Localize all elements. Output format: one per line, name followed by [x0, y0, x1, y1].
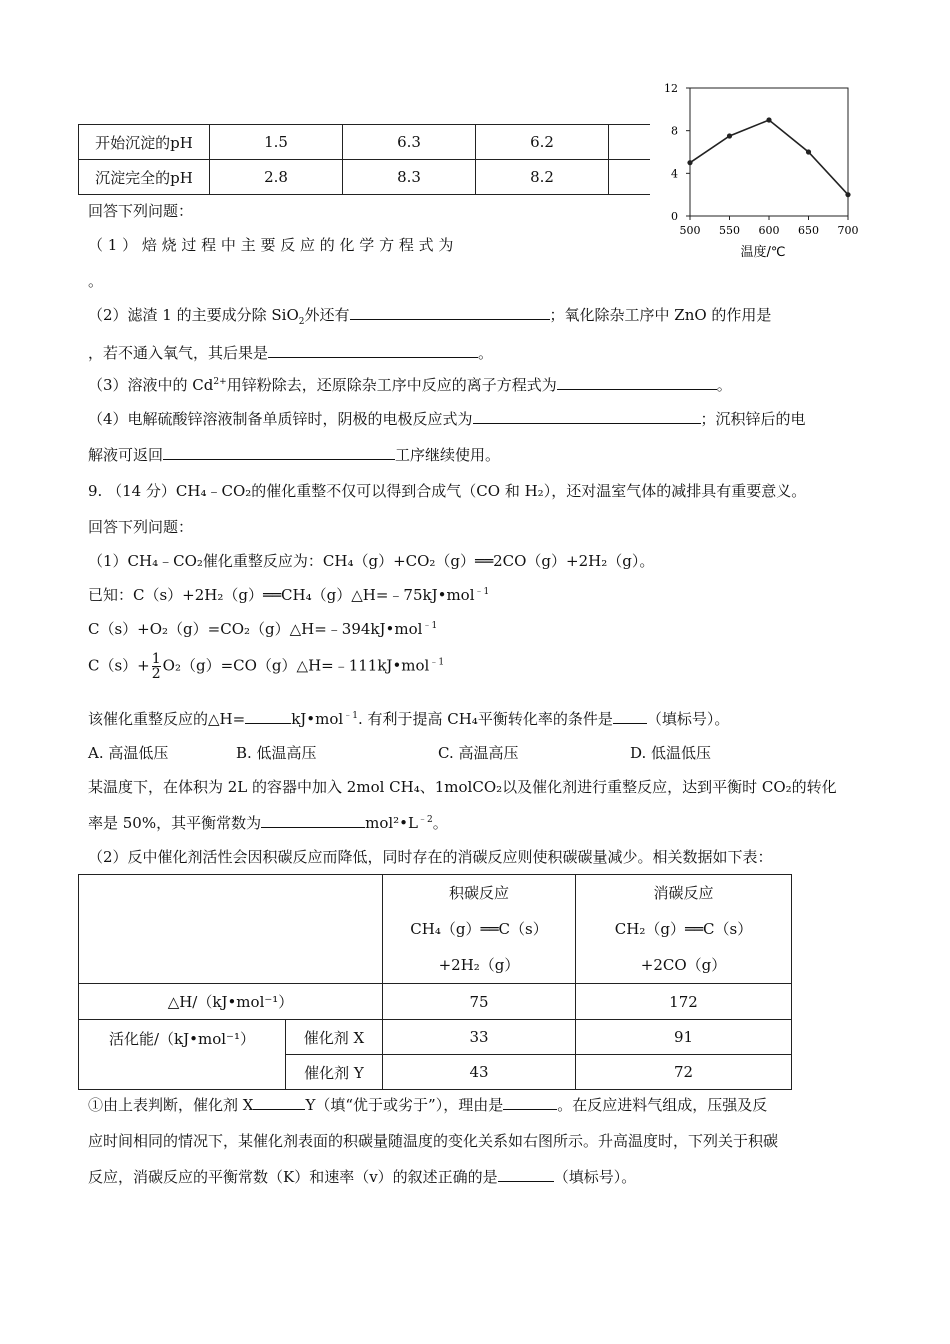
table-cell: 6.3 [343, 125, 476, 160]
table-row [79, 875, 792, 984]
table-row [79, 1020, 792, 1055]
cond-line2: 率是 50%，其平衡常数为 $mol^2•L^{﹣2}$。 [88, 814, 448, 832]
p1-reaction: （1）CH₄﹣CO₂催化重整反应为：CH₄（g）+CO₂（g）══2CO（g）+2H₂（g）。 [88, 552, 655, 570]
table-row [79, 984, 792, 1020]
q1-end: 。 [88, 272, 104, 290]
x-tick-label: 600 [758, 224, 780, 237]
x-tick-label: 700 [837, 224, 859, 237]
y-tick-label: 12 [664, 82, 678, 95]
table-cell: 33 [383, 1020, 576, 1055]
y-tick-label: 0 [671, 210, 678, 223]
data-point [845, 192, 850, 197]
chart-area [650, 78, 870, 268]
x-tick-label: 500 [679, 224, 701, 237]
option-c: C. 高温高压 [438, 744, 519, 762]
x-tick-label: 550 [719, 224, 740, 237]
answer-heading-2: 回答下列问题： [88, 518, 194, 536]
q4-line2: 解液可返回 工序继续使用。 [88, 446, 501, 464]
table-cell: 43 [383, 1055, 576, 1090]
table-cell: 沉淀完全的pH [79, 160, 210, 195]
data-point [727, 133, 732, 138]
q4-line1: （4）电解硫酸锌溶液制备单质锌时，阴极的电极反应式为 ；沉积锌后的电 [88, 410, 806, 428]
q2-line1: （2）滤渣 1 的主要成分除 SiO$_2$外还有 ；氧化除杂工序中 ZnO 的作用是 [88, 306, 772, 327]
dh-question: 该催化重整反应的△H= kJ•mol$^{﹣1}$. 有利于提高 CH₄平衡转化率的条件是 （填标号）。 [88, 710, 730, 728]
table-cell: 催化剂 X [286, 1020, 383, 1055]
cond-line1: 某温度下，在体积为 2L 的容器中加入 2mol CH₄、1molCO₂以及催化剂进行重整反应，达到平衡时 CO₂的转化 [88, 778, 837, 796]
table-cell: 6.2 [476, 125, 609, 160]
option-b: B. 低温高压 [236, 744, 317, 762]
c1-line: ①由上表判断，催化剂 X Y（填“优于或劣于”），理由是 。在反应进料气组成，压强及反 [88, 1096, 768, 1114]
table-row [79, 125, 742, 160]
q9-title: 9. （14 分）CH₄﹣CO₂的催化重整不仅可以得到合成气（CO 和 H₂），还对温室气体的减排具有重要意义。 [88, 482, 807, 500]
table-cell: 172 [576, 984, 792, 1020]
option-a: A. 高温低压 [88, 744, 169, 762]
fraction-half: $\frac{1}{2}$ [151, 651, 161, 682]
table-cell: 2.8 [210, 160, 343, 195]
table-cell [79, 875, 383, 984]
table-cell: 8.2 [476, 160, 609, 195]
y-tick-label: 8 [671, 124, 678, 138]
q1-roast: （ 1 ） 焙 烧 过 程 中 主 要 反 应 的 化 学 方 程 式 为 [88, 236, 454, 254]
line-chart [650, 78, 870, 268]
table-cell: 8.3 [343, 160, 476, 195]
catalyst-table [78, 874, 792, 1090]
known-eq2: C（s）+O₂（g）=CO₂（g）△H=﹣394kJ•mol$^{﹣1}$ [88, 620, 438, 638]
q3-line: （3）溶液中的 $Cd^{2+}$用锌粉除去，还原除杂工序中反应的离子方程式为 。 [88, 376, 732, 394]
series-line [690, 120, 848, 195]
table-cell: 开始沉淀的pH [79, 125, 210, 160]
table-cell: 72 [576, 1055, 792, 1090]
known-eq1: 已知：C（s）+2H₂（g）══CH₄（g）△H=﹣75kJ•mol$^{﹣1}$ [88, 586, 490, 604]
p2-intro: （2）反中催化剂活性会因积碳反应而降低，同时存在的消碳反应则使积碳碳量减少。相关数据如下表： [88, 848, 773, 866]
known-eq3: C（s）+ $\frac{1}{2}$ O₂（g）=CO（g）△H=﹣111kJ•mol$^{﹣1}$ [88, 651, 445, 682]
table-row [79, 160, 742, 195]
c3-line: 反应，消碳反应的平衡常数（K）和速率（v）的叙述正确的是 （填标号）。 [88, 1168, 637, 1186]
table-cell: 积碳反应 CH₄（g）══C（s） +2H₂（g） [383, 875, 576, 984]
plot-frame [690, 88, 848, 216]
data-point [766, 117, 771, 122]
table-cell: 催化剂 Y [286, 1055, 383, 1090]
table-cell: 75 [383, 984, 576, 1020]
x-axis-label: 温度/℃ [740, 245, 786, 260]
c2-line: 应时间相同的情况下，某催化剂表面的积碳量随温度的变化关系如右图所示。升高温度时，下列关于积碳 [88, 1132, 779, 1150]
q2-line2: ，若不通入氧气，其后果是 。 [88, 344, 494, 362]
data-point [806, 149, 811, 154]
table-cell: 1.5 [210, 125, 343, 160]
table-cell: 91 [576, 1020, 792, 1055]
data-point [687, 160, 692, 165]
table-cell: 活化能/（kJ•mol⁻¹） [79, 1020, 286, 1090]
ph-table [78, 124, 742, 195]
x-tick-label: 650 [798, 224, 819, 237]
answer-heading: 回答下列问题： [88, 202, 194, 220]
option-d: D. 低温低压 [630, 744, 712, 762]
table-cell: △H/（kJ•mol⁻¹） [79, 984, 383, 1020]
table-cell: 消碳反应 CH₂（g）══C（s） +2CO（g） [576, 875, 792, 984]
y-tick-label: 4 [671, 167, 678, 181]
